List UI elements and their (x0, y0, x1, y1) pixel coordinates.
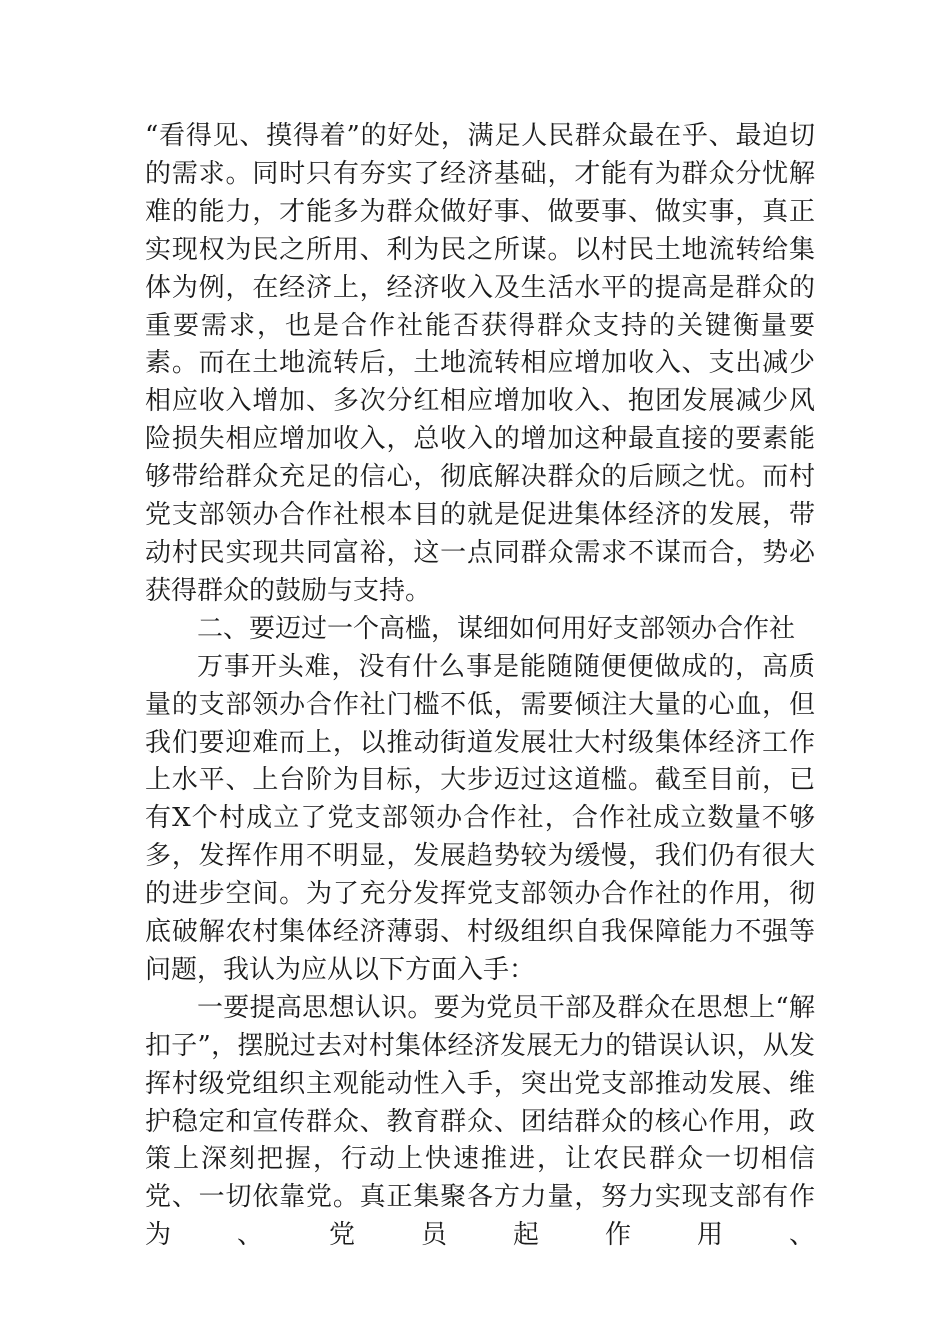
paragraph-thinking: 一要提高思想认识。要为党员干部及群众在思想上“解扣子”，摆脱过去对村集体经济发展无力的错误认识，从发挥村级党组织主观能动性入手，突出党支部推动发展、维护稳定和宣传群众、教育群众、团结群众的核心作用，政策上深刻把握，行动上快速推进，让农民群众一切相信党、一切依靠党。真正集聚各方力量，努力实现支部有作为、党员起作用、 (145, 992, 815, 1251)
document-body (145, 118, 815, 1255)
paragraph-threshold: 万事开头难，没有什么事是能随随便便做成的，高质量的支部领办合作社门槛不低，需要倾注大量的心血，但我们要迎难而上，以推动街道发展壮大村级集体经济工作上水平、上台阶为目标，大步迈过这道槛。截至目前，已有X个村成立了党支部领办合作社，合作社成立数量不够多，发挥作用不明显，发展趋势较为缓慢，我们仍有很大的进步空间。为了充分发挥党支部领办合作社的作用，彻底破解农村集体经济薄弱、村级组织自我保障能力不强等问题，我认为应从以下方面入手： (145, 651, 815, 985)
paragraph-benefits: “看得见、摸得着”的好处，满足人民群众最在乎、最迫切的需求。同时只有夯实了经济基础，才能有为群众分忧解难的能力，才能多为群众做好事、做要事、做实事，真正实现权为民之所用、利为民之所谋。以村民土地流转给集体为例，在经济上，经济收入及生活水平的提高是群众的重要需求，也是合作社能否获得群众支持的关键衡量要素。而在土地流转后，土地流转相应增加收入、支出减少相应收入增加、多次分红相应增加收入、抱团发展减少风险损失相应增加收入，总收入的增加这种最直接的要素能够带给群众充足的信心，彻底解决群众的后顾之忧。而村党支部领办合作社根本目的就是促进集体经济的发展，带动村民实现共同富裕，这一点同群众需求不谋而合，势必获得群众的鼓励与支持。 (145, 121, 815, 606)
section-heading-two: 二、要迈过一个高槛，谋细如何用好支部领办合作社 (197, 613, 796, 644)
